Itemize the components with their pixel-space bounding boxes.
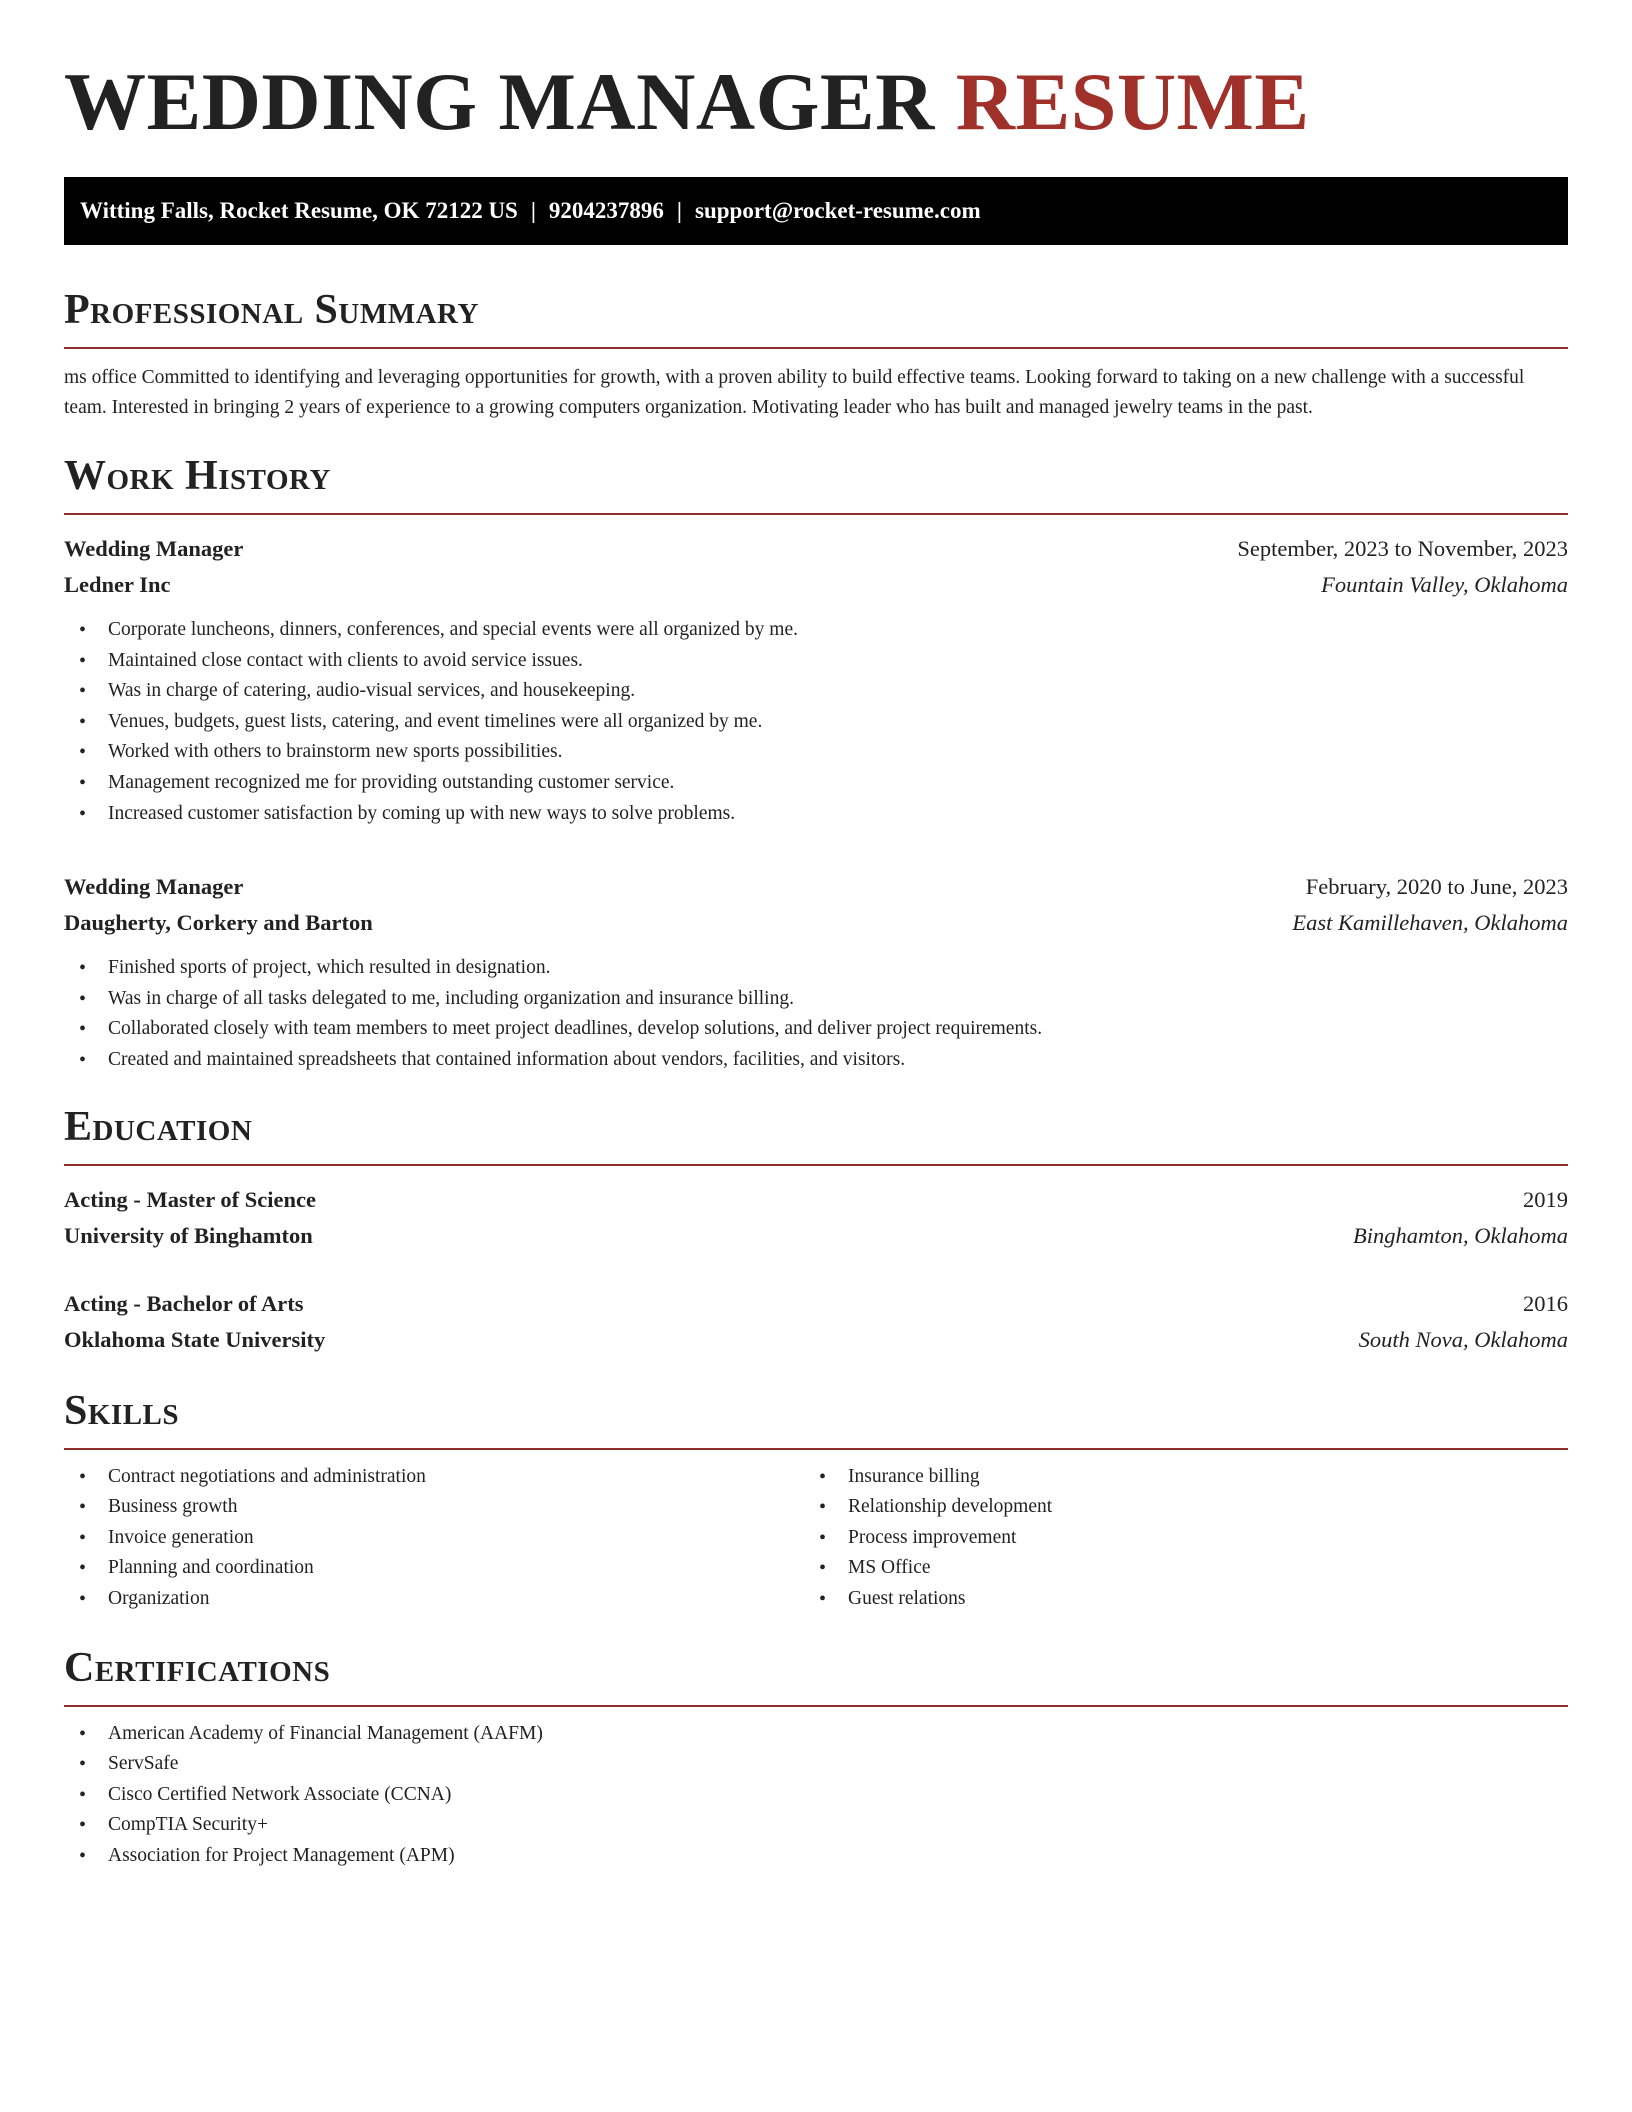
skills-column-left	[64, 1462, 804, 1615]
job-company: Daugherty, Corkery and Barton	[64, 910, 373, 936]
certifications-section	[64, 1643, 1568, 1872]
certification-item: • American Academy of Financial Management (AAFM)	[64, 1719, 1568, 1750]
title-main: WEDDING MANAGER	[64, 56, 935, 147]
section-divider	[64, 1164, 1568, 1166]
section-heading-skills: Skills	[64, 1387, 180, 1434]
job-bullet: • Worked with others to brainstorm new sports possibilities.	[64, 737, 1568, 768]
job-bullets	[64, 953, 1568, 1075]
certification-item: • Cisco Certified Network Associate (CCNA)	[64, 1780, 1568, 1811]
skill-item: • MS Office	[804, 1553, 1544, 1584]
section-divider	[64, 1705, 1568, 1707]
contact-bar	[64, 177, 1568, 245]
job-title: Wedding Manager	[64, 874, 244, 900]
skills-section	[64, 1386, 1568, 1615]
job-company-row	[64, 567, 1568, 603]
work-history-section	[64, 451, 1568, 1076]
section-heading-education: Education	[64, 1103, 253, 1150]
job-bullet: • Was in charge of catering, audio-visual services, and housekeeping.	[64, 676, 1568, 707]
resume-page	[64, 0, 1568, 1871]
education-entry	[64, 1182, 1568, 1254]
education-degree: Acting - Bachelor of Arts	[64, 1290, 304, 1316]
job-dates: February, 2020 to June, 2023	[1305, 874, 1568, 900]
skill-item: • Business growth	[64, 1492, 804, 1523]
job-bullet: • Maintained close contact with clients to avoid service issues.	[64, 646, 1568, 677]
skills-columns	[64, 1462, 1568, 1615]
section-heading-work-history: Work History	[64, 453, 331, 499]
job-entry	[64, 531, 1568, 829]
education-section	[64, 1102, 1568, 1358]
job-bullet: • Finished sports of project, which resulted in designation.	[64, 953, 1568, 984]
education-school-row	[64, 1218, 1568, 1254]
education-degree-row	[64, 1286, 1568, 1322]
skill-item: • Guest relations	[804, 1584, 1544, 1615]
contact-separator: |	[530, 198, 536, 223]
summary-text: ms office Committed to identifying and leveraging opportunities for growth, with a proven ability to build effective teams. Looking forward to taking on a new challenge with a successful team. Interested in bringing 2 years of experience to a growing computers organization. Motivating leader who has built and managed jewelry teams in the past.	[64, 367, 1525, 418]
job-entry	[64, 869, 1568, 1075]
job-bullet: • Created and maintained spreadsheets that contained information about vendors, facilities, and visitors.	[64, 1045, 1568, 1076]
skill-item: • Contract negotiations and administration	[64, 1462, 804, 1493]
job-bullet: • Venues, budgets, guest lists, catering, and event timelines were all organized by me.	[64, 707, 1568, 738]
contact-separator: |	[676, 198, 682, 223]
education-year: 2016	[1523, 1290, 1568, 1316]
section-divider	[64, 347, 1568, 349]
job-company-row	[64, 905, 1568, 941]
education-entry	[64, 1286, 1568, 1358]
skill-item: • Invoice generation	[64, 1523, 804, 1554]
certification-item: • Association for Project Management (APM)	[64, 1841, 1568, 1872]
skill-item: • Organization	[64, 1584, 804, 1615]
resume-title	[64, 0, 1568, 152]
education-year: 2019	[1523, 1186, 1568, 1212]
contact-phone: 9204237896	[548, 198, 664, 223]
education-degree-row	[64, 1182, 1568, 1218]
education-school-row	[64, 1322, 1568, 1358]
certification-item: • CompTIA Security+	[64, 1810, 1568, 1841]
job-bullet: • Corporate luncheons, dinners, conferences, and special events were all organized by me.	[64, 615, 1568, 646]
skills-list	[804, 1462, 1544, 1615]
job-dates: September, 2023 to November, 2023	[1237, 536, 1568, 561]
job-bullet: • Was in charge of all tasks delegated to me, including organization and insurance billing.	[64, 984, 1568, 1015]
education-school: Oklahoma State University	[64, 1326, 326, 1352]
education-location: South Nova, Oklahoma	[1358, 1326, 1568, 1352]
education-degree: Acting - Master of Science	[64, 1186, 317, 1212]
job-title: Wedding Manager	[64, 536, 244, 561]
contact-email: support@rocket-resume.com	[695, 198, 981, 223]
education-school: University of Binghamton	[64, 1222, 313, 1248]
title-accent: RESUME	[955, 56, 1310, 147]
skill-item: • Planning and coordination	[64, 1553, 804, 1584]
job-bullet: • Management recognized me for providing outstanding customer service.	[64, 768, 1568, 799]
skills-column-right	[804, 1462, 1544, 1615]
contact-address: Witting Falls, Rocket Resume, OK 72122 US	[80, 198, 518, 223]
skill-item: • Process improvement	[804, 1523, 1544, 1554]
certification-item: • ServSafe	[64, 1749, 1568, 1780]
section-divider	[64, 513, 1568, 515]
skill-item: • Insurance billing	[804, 1462, 1544, 1493]
education-location: Binghamton, Oklahoma	[1353, 1222, 1568, 1248]
job-header-row	[64, 531, 1568, 567]
summary-section	[64, 285, 1568, 423]
skills-list	[64, 1462, 804, 1615]
section-heading-summary: Professional Summary	[64, 287, 479, 333]
job-company: Ledner Inc	[64, 572, 171, 597]
job-bullet: • Increased customer satisfaction by coming up with new ways to solve problems.	[64, 799, 1568, 830]
certifications-list	[64, 1719, 1568, 1872]
job-bullets	[64, 615, 1568, 829]
job-header-row	[64, 869, 1568, 905]
job-location: Fountain Valley, Oklahoma	[1321, 572, 1568, 597]
job-location: East Kamillehaven, Oklahoma	[1292, 910, 1568, 936]
section-heading-certifications: Certifications	[64, 1644, 331, 1691]
section-divider	[64, 1448, 1568, 1450]
skill-item: • Relationship development	[804, 1492, 1544, 1523]
job-bullet: • Collaborated closely with team members to meet project deadlines, develop solutions, and deliver project requirements.	[64, 1014, 1568, 1045]
